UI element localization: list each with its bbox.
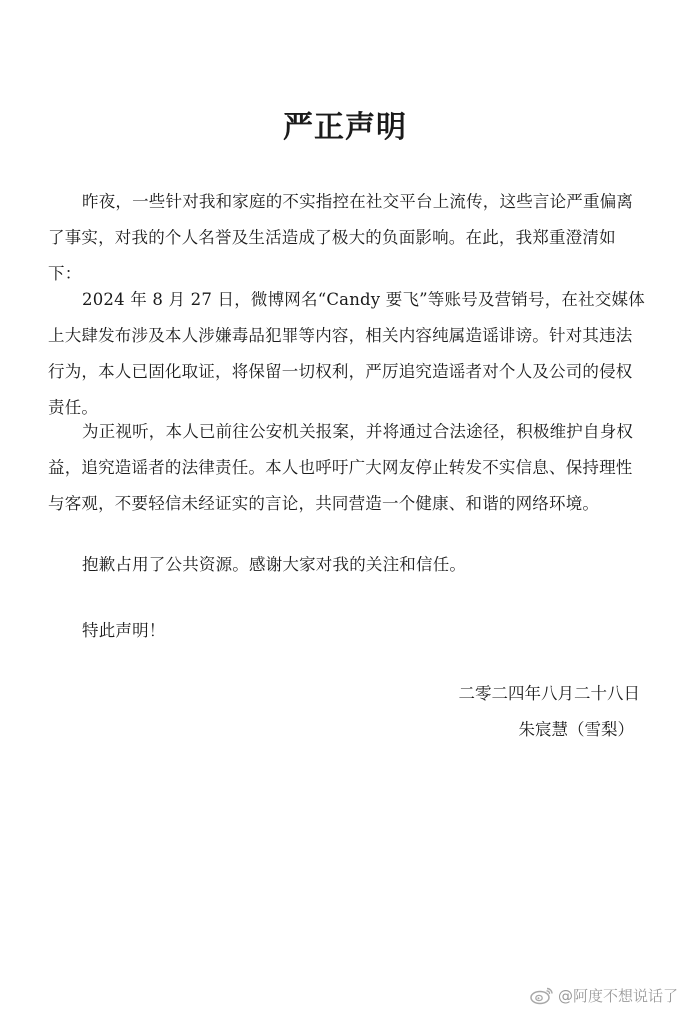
watermark: [530, 984, 678, 1006]
statement-paragraph-intro: 昨夜，一些针对我和家庭的不实指控在社交平台上流传，这些言论严重偏离了事实，对我的个人名誉及生活造成了极大的负面影响。在此，我郑重澄清如下：: [48, 192, 634, 283]
statement-paragraph-action: 为正视听，本人已前往公安机关报案，并将通过合法途径，积极维护自身权益，追究造谣者的法律责任。本人也呼吁广大网友停止转发不实信息、保持理性与客观，不要轻信未经证实的言论，共同营造一个健康、和谐的网络环境。: [48, 422, 634, 513]
statement-paragraph-apology: 抱歉占用了公共资源。感谢大家对我的关注和信任。: [82, 555, 467, 574]
statement-date: 二零二四年八月二十八日: [458, 684, 640, 703]
statement-title: 严正声明: [283, 110, 407, 145]
statement-paragraph-closing: 特此声明！: [82, 621, 166, 640]
statement-paragraph-facts: 2024 年 8 月 27 日，微博网名“Candy 要飞”等账号及营销号，在社交媒体上大肆发布涉及本人涉嫌毒品犯罪等内容，相关内容纯属造谣诽谤。针对其违法行为，本人已固化取证，将保留一切权利，严厉追究造谣者对个人及公司的侵权责任。: [48, 290, 645, 417]
watermark-text: @阿度不想说话了: [557, 986, 678, 1005]
statement-signature: 朱宸慧（雪梨）: [518, 720, 634, 739]
weibo-logo-icon: [530, 985, 554, 1005]
